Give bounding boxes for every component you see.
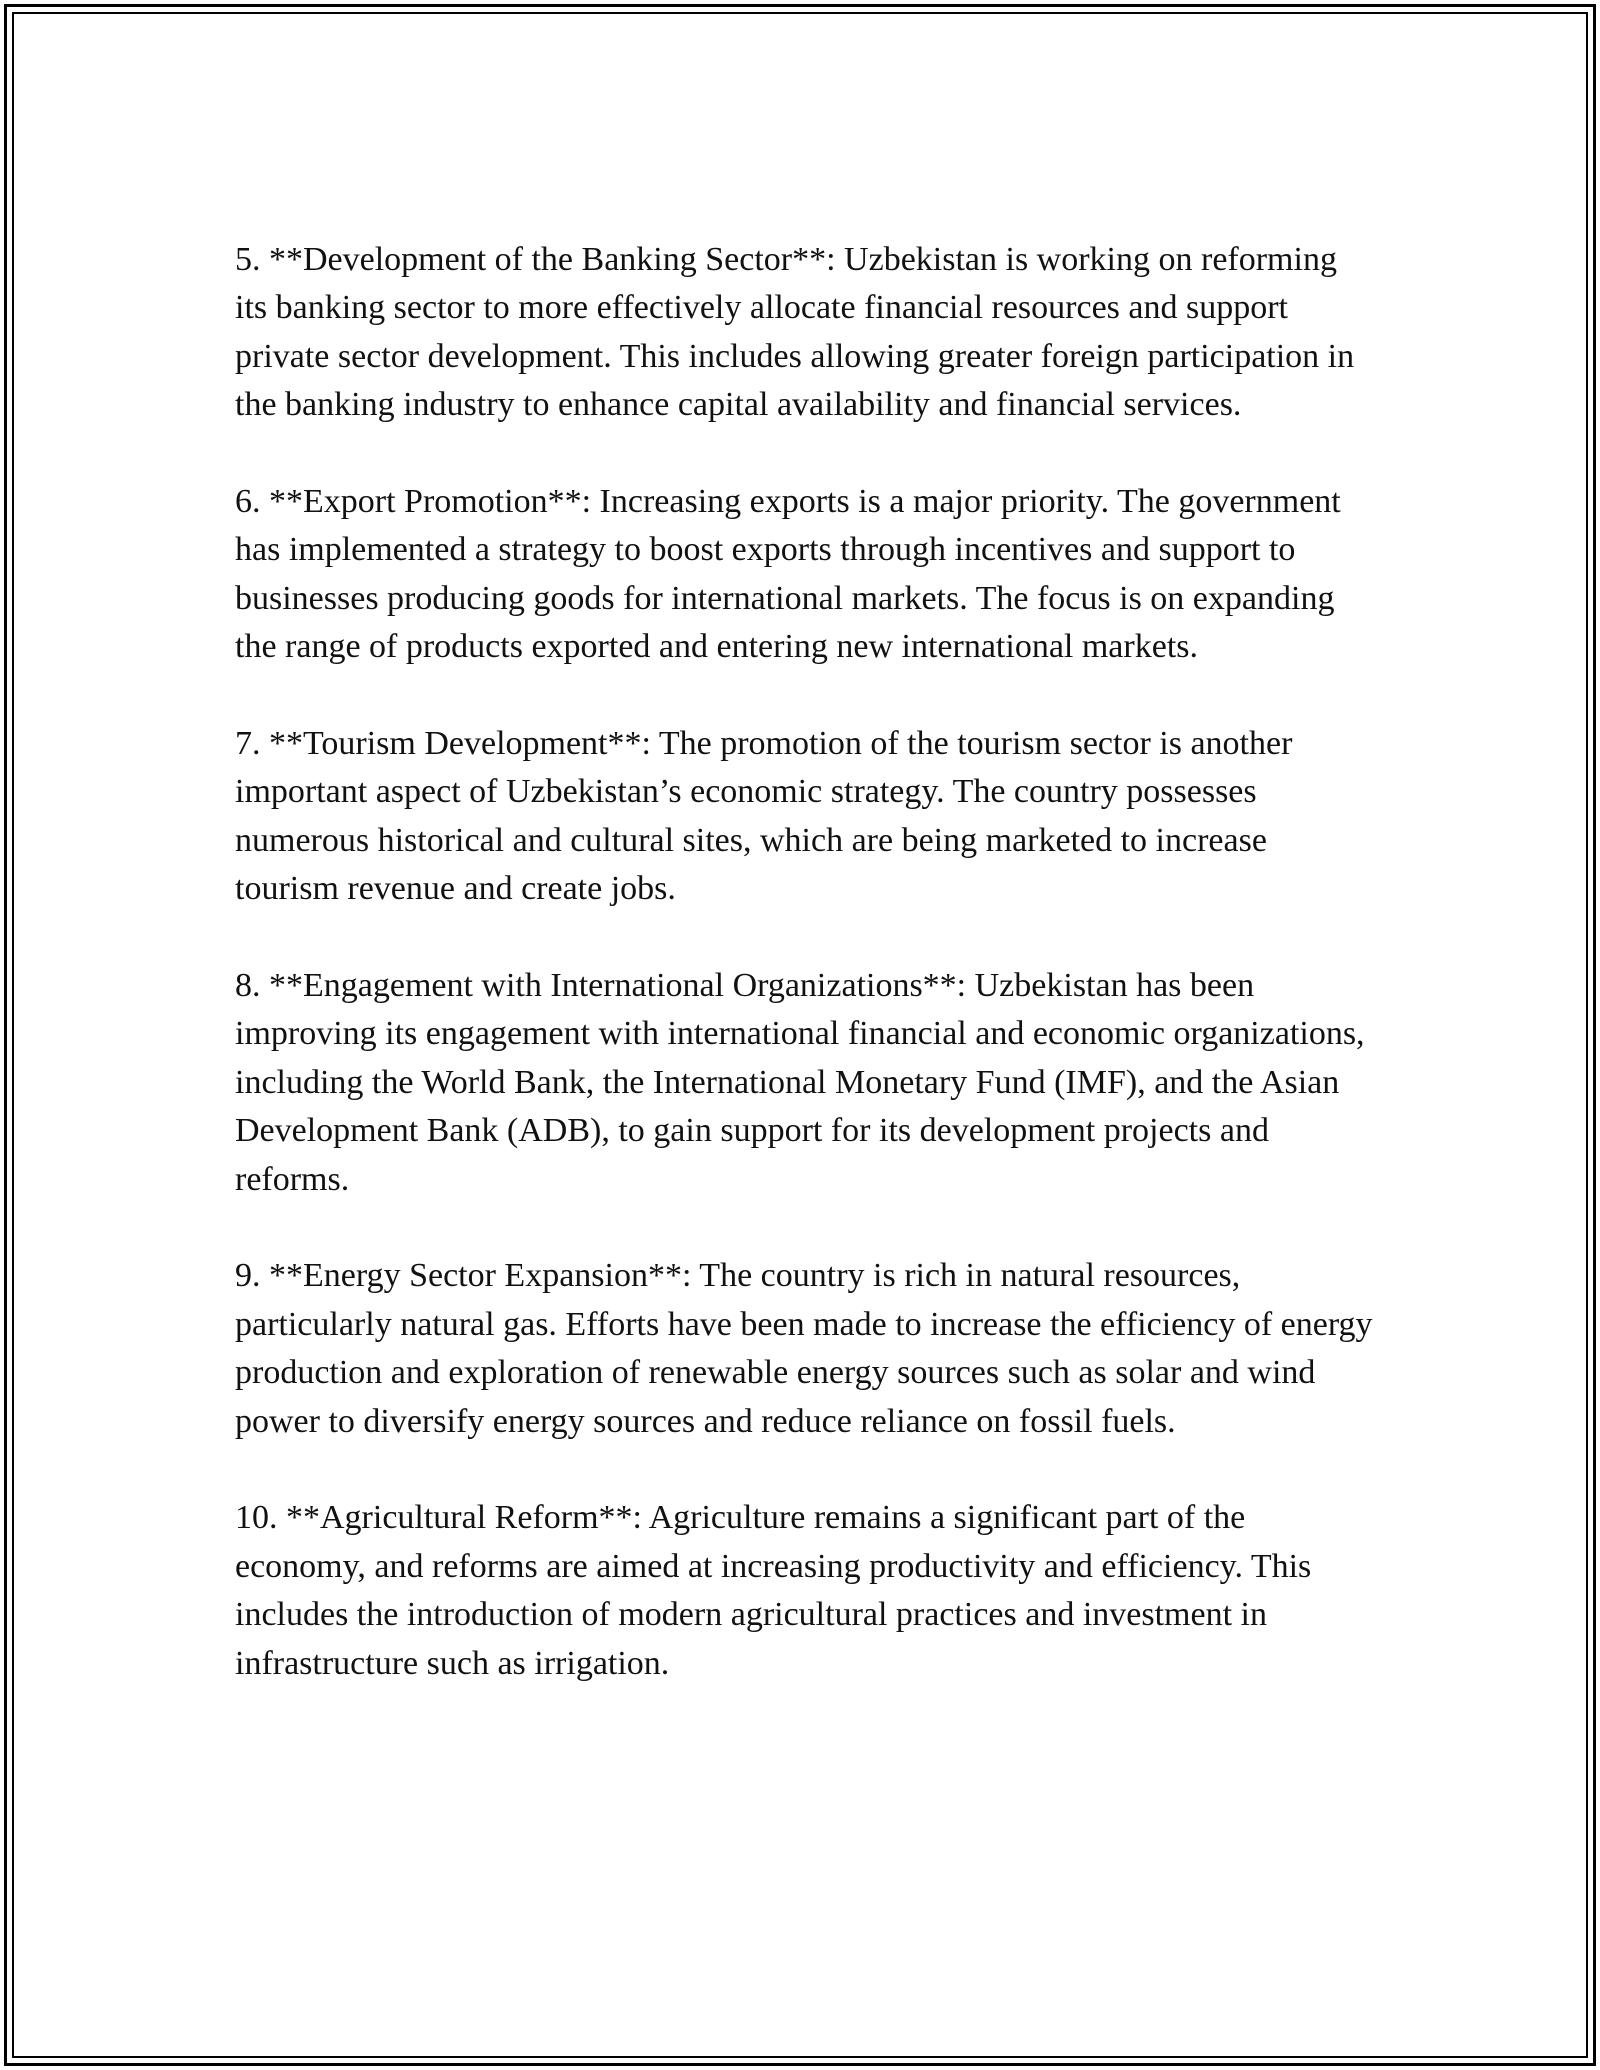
paragraph-tourism-development: 7. **Tourism Development**: The promotion of the tourism sector is another important aspect of Uzbekistan’s economic strategy. The country possesses numerous historical and cultural sites, which are being marketed to increase tourism revenue and create jobs. [235,725,1293,908]
paragraph-international-organizations: 8. **Engagement with International Organizations**: Uzbekistan has been improving its engagement with international financial and economic organizations, including the World Bank, the International Monetary Fund (IMF), and the Asian Development Bank (ADB), to gain support for its development projects and reforms. [235,967,1365,1198]
paragraph-banking-sector: 5. **Development of the Banking Sector**: Uzbekistan is working on reforming its banking sector to more effectively allocate financial resources and support private sector development. This includes allowing greater foreign participation in the banking industry to enhance capital availability and financial services. [235,241,1355,424]
document-body [235,236,1375,1737]
paragraph-energy-sector: 9. **Energy Sector Expansion**: The country is rich in natural resources, particularly natural gas. Efforts have been made to increase the efficiency of energy production and exploration of renewable energy sources such as solar and wind power to diversify energy sources and reduce reliance on fossil fuels. [235,1257,1373,1440]
paragraph-agricultural-reform: 10. **Agricultural Reform**: Agriculture remains a significant part of the economy, and reforms are aimed at increasing productivity and efficiency. This includes the introduction of modern agricultural practices and investment in infrastructure such as irrigation. [235,1499,1312,1682]
paragraph-export-promotion: 6. **Export Promotion**: Increasing exports is a major priority. The government has implemented a strategy to boost exports through incentives and support to businesses producing goods for international markets. The focus is on expanding the range of products exported and entering new international markets. [235,483,1341,666]
